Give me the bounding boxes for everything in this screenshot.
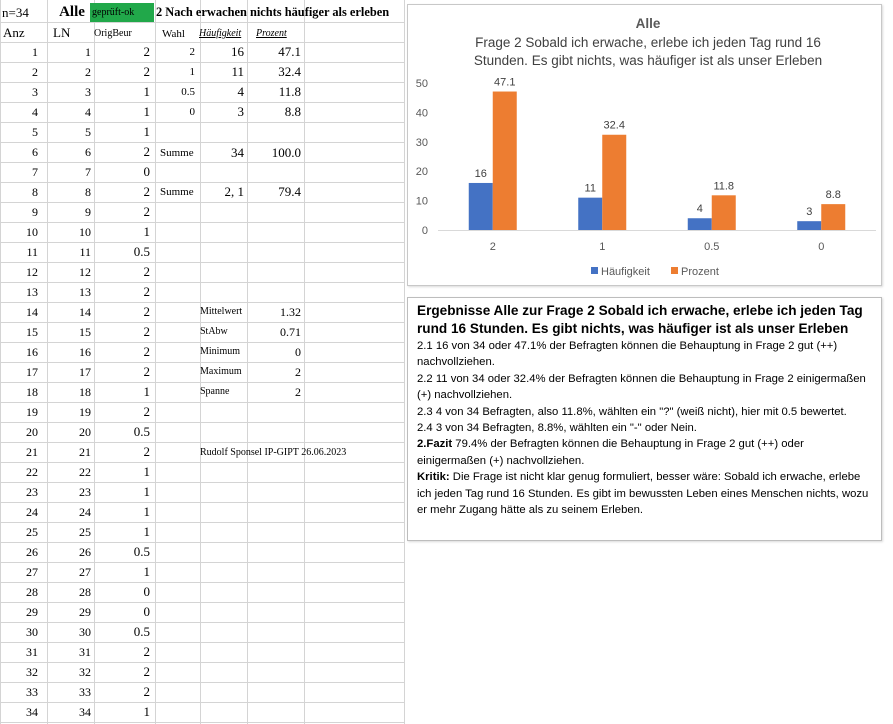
cell-anz[interactable]: 16 <box>26 345 38 359</box>
cell-anz[interactable]: 34 <box>26 705 38 719</box>
bar-prozent <box>821 204 845 230</box>
data-label-haeufigkeit: 4 <box>696 203 703 216</box>
cell-origbeur[interactable]: 2 <box>143 404 150 419</box>
cell-ln[interactable]: 3 <box>85 85 91 99</box>
cell-anz[interactable]: 32 <box>26 665 38 679</box>
cell-ln[interactable]: 2 <box>85 65 91 79</box>
legend-label-haeufigkeit: Häufigkeit <box>601 266 650 278</box>
cell-anz[interactable]: 30 <box>26 625 38 639</box>
cell-anz[interactable]: 6 <box>32 145 38 159</box>
cell-ln[interactable]: 29 <box>79 605 91 619</box>
cell-ln[interactable]: 15 <box>79 325 91 339</box>
y-tick-label: 50 <box>415 78 428 90</box>
bar-haeufigkeit <box>469 183 493 230</box>
data-label-prozent: 32.4 <box>603 119 625 132</box>
summe2-haeufigkeit[interactable]: 2, 1 <box>224 184 244 199</box>
cell-prozent[interactable]: 8.8 <box>284 104 301 119</box>
fazit-label: 2.Fazit <box>417 438 453 451</box>
cell-origbeur[interactable]: 2 <box>143 664 150 679</box>
cell-wahl[interactable]: 0 <box>189 106 195 118</box>
cell-haeufigkeit[interactable]: 16 <box>231 44 244 59</box>
cell-ln[interactable]: 4 <box>85 105 91 119</box>
cell-anz[interactable]: 20 <box>26 425 38 439</box>
cell-wahl[interactable]: 0.5 <box>181 86 195 98</box>
cell-origbeur[interactable]: 1 <box>143 384 150 399</box>
cell-ln[interactable]: 33 <box>79 685 91 699</box>
x-tick-label: 0.5 <box>704 241 720 253</box>
stat-label[interactable]: Spanne <box>200 386 230 397</box>
summe2-prozent[interactable]: 79.4 <box>278 184 301 199</box>
cell-anz[interactable]: 31 <box>26 645 38 659</box>
chart-subtitle-line2: Stunden. Es gibt nichts, was häufiger ist als unser Erleben <box>473 53 823 68</box>
n-count-cell[interactable]: n=34 <box>2 5 29 20</box>
data-label-prozent: 8.8 <box>825 189 841 202</box>
cell-ln[interactable]: 10 <box>79 225 91 239</box>
results-textbox[interactable] <box>407 297 882 541</box>
cell-anz[interactable]: 17 <box>26 365 38 379</box>
summe-prozent[interactable]: 100.0 <box>271 145 301 160</box>
cell-ln[interactable]: 20 <box>79 425 91 439</box>
cell-ln[interactable]: 21 <box>79 445 91 459</box>
result-2-3: 2.3 4 von 34 Befragten, also 11.8%, wählten ein "?" (weiß nicht), hier mit 0.5 bewertet. <box>417 405 847 418</box>
question-title-cell[interactable]: 2 Nach erwachen nichts häufiger als erleben <box>156 5 390 19</box>
stat-value[interactable]: 0.71 <box>280 325 301 339</box>
cell-ln[interactable]: 1 <box>85 45 91 59</box>
cell-haeufigkeit[interactable]: 11 <box>231 64 244 79</box>
results-heading: Ergebnisse Alle zur Frage 2 Sobald ich erwache, erlebe ich jeden Tag rund 16 Stunden. Es gibt nichts, was häufiger ist als unser Erleben <box>417 303 863 336</box>
stat-label[interactable]: Maximum <box>200 366 242 377</box>
cell-origbeur[interactable]: 1 <box>143 524 150 539</box>
cell-origbeur[interactable]: 1 <box>143 504 150 519</box>
stat-label[interactable]: Mittelwert <box>200 306 243 317</box>
kritik-text: Die Frage ist nicht klar genug formuliert, besser wäre: Sobald ich erwache, erlebe ich jeden Tag rund 16 Stunden. Es gibt im bewussten Leben eines Menschen nichts, wozu er mehr Zugang hätte als zu seinem Erleben. <box>417 471 869 517</box>
cell-anz[interactable]: 21 <box>26 445 38 459</box>
cell-origbeur[interactable]: 2 <box>143 344 150 359</box>
cell-ln[interactable]: 23 <box>79 485 91 499</box>
cell-origbeur[interactable]: 1 <box>143 84 150 99</box>
cell-anz[interactable]: 27 <box>26 565 38 579</box>
cell-anz[interactable]: 23 <box>26 485 38 499</box>
cell-anz[interactable]: 3 <box>32 85 38 99</box>
chart-panel[interactable] <box>407 4 882 286</box>
cell-origbeur[interactable]: 0.5 <box>133 544 150 559</box>
col-header-wahl[interactable]: Wahl <box>162 28 185 40</box>
cell-anz[interactable]: 10 <box>26 225 38 239</box>
cell-haeufigkeit[interactable]: 3 <box>237 104 244 119</box>
cell-ln[interactable]: 8 <box>85 185 91 199</box>
cell-origbeur[interactable]: 0 <box>143 584 150 599</box>
bar-prozent <box>493 92 517 230</box>
cell-prozent[interactable]: 47.1 <box>278 44 301 59</box>
cell-wahl[interactable]: 2 <box>189 46 195 58</box>
col-header-haeufigkeit[interactable]: Häufigkeit <box>199 28 242 39</box>
cell-ln[interactable]: 17 <box>79 365 91 379</box>
bar-haeufigkeit <box>578 198 602 230</box>
cell-origbeur[interactable]: 2 <box>143 304 150 319</box>
cell-ln[interactable]: 5 <box>85 125 91 139</box>
cell-origbeur[interactable]: 2 <box>143 264 150 279</box>
cell-origbeur[interactable]: 2 <box>143 684 150 699</box>
cell-wahl[interactable]: 1 <box>189 66 195 78</box>
cell-ln[interactable]: 9 <box>85 205 91 219</box>
cell-origbeur[interactable]: 2 <box>143 444 150 459</box>
bar-haeufigkeit <box>688 218 712 230</box>
cell-anz[interactable]: 7 <box>32 165 38 179</box>
cell-anz[interactable]: 18 <box>26 385 38 399</box>
status-cell[interactable]: geprüft-ok <box>90 3 154 22</box>
data-label-prozent: 11.8 <box>713 180 735 193</box>
group-cell[interactable]: Alle <box>59 4 85 20</box>
cell-ln[interactable]: 19 <box>79 405 91 419</box>
summe2-label[interactable]: Summe <box>160 186 194 198</box>
cell-origbeur[interactable]: 2 <box>143 644 150 659</box>
bar-prozent <box>712 195 736 230</box>
cell-ln[interactable]: 25 <box>79 525 91 539</box>
col-header-anz[interactable]: Anz <box>3 25 25 40</box>
cell-origbeur[interactable]: 2 <box>143 324 150 339</box>
y-tick-label: 0 <box>421 225 428 237</box>
cell-ln[interactable]: 11 <box>79 245 91 259</box>
cell-origbeur[interactable]: 2 <box>143 64 150 79</box>
cell-origbeur[interactable]: 2 <box>143 144 150 159</box>
cell-anz[interactable]: 15 <box>26 325 38 339</box>
cell-anz[interactable]: 22 <box>26 465 38 479</box>
result-2-2: 2.2 11 von 34 oder 32.4% der Befragten können die Behauptung in Frage 2 einigermaßen (+) nachvollziehen. <box>417 372 866 402</box>
cell-ln[interactable]: 13 <box>79 285 91 299</box>
col-header-origbeur[interactable]: OrigBeur <box>94 28 132 39</box>
cell-ln[interactable]: 28 <box>79 585 91 599</box>
legend-swatch-haeufigkeit <box>591 267 598 274</box>
y-tick-label: 30 <box>415 136 428 149</box>
cell-ln[interactable]: 7 <box>85 165 91 179</box>
cell-ln[interactable]: 14 <box>79 305 91 319</box>
cell-origbeur[interactable]: 0 <box>143 604 150 619</box>
cell-anz[interactable]: 12 <box>26 265 38 279</box>
stat-value[interactable]: 0 <box>295 345 301 359</box>
cell-anz[interactable]: 14 <box>26 305 38 319</box>
cell-ln[interactable]: 18 <box>79 385 91 399</box>
data-label-haeufigkeit: 11 <box>584 182 596 195</box>
cell-origbeur[interactable]: 2 <box>143 284 150 299</box>
cell-ln[interactable]: 34 <box>79 705 91 719</box>
cell-anz[interactable]: 25 <box>26 525 38 539</box>
cell-origbeur[interactable]: 1 <box>143 484 150 499</box>
x-tick-label: 0 <box>818 241 825 253</box>
cell-anz[interactable]: 5 <box>32 125 38 139</box>
result-kritik <box>417 469 873 518</box>
stat-value[interactable]: 1.32 <box>280 305 301 319</box>
cell-anz[interactable]: 29 <box>26 605 38 619</box>
cell-anz[interactable]: 8 <box>32 185 38 199</box>
cell-origbeur[interactable]: 1 <box>143 564 150 579</box>
y-tick-label: 10 <box>415 195 428 208</box>
cell-ln[interactable]: 30 <box>79 625 91 639</box>
y-tick-label: 40 <box>415 107 428 120</box>
col-header-prozent[interactable]: Prozent <box>256 28 287 39</box>
stat-label[interactable]: StAbw <box>200 326 228 337</box>
cell-origbeur[interactable]: 2 <box>143 184 150 199</box>
cell-anz[interactable]: 19 <box>26 405 38 419</box>
cell-ln[interactable]: 31 <box>79 645 91 659</box>
data-label-prozent: 47.1 <box>494 76 516 89</box>
result-2-4: 2.4 3 von 34 Befragten, 8.8%, wählten ein "-" oder Nein. <box>417 422 697 435</box>
cell-anz[interactable]: 9 <box>32 205 38 219</box>
cell-ln[interactable]: 6 <box>85 145 91 159</box>
cell-anz[interactable]: 2 <box>32 65 38 79</box>
cell-origbeur[interactable]: 2 <box>143 364 150 379</box>
summe-haeufigkeit[interactable]: 34 <box>231 145 244 160</box>
cell-anz[interactable]: 26 <box>26 545 38 559</box>
cell-ln[interactable]: 22 <box>79 465 91 479</box>
fazit-text: 79.4% der Befragten können die Behauptung in Frage 2 gut (++) oder einigermaßen (+) nachvollziehen. <box>417 438 804 467</box>
cell-ln[interactable]: 27 <box>79 565 91 579</box>
cell-anz[interactable]: 24 <box>26 505 38 519</box>
cell-origbeur[interactable]: 0.5 <box>133 624 150 639</box>
cell-ln[interactable]: 24 <box>79 505 91 519</box>
x-tick-label: 2 <box>489 241 496 253</box>
bar-haeufigkeit <box>797 221 821 230</box>
cell-ln[interactable]: 12 <box>79 265 91 279</box>
cell-haeufigkeit[interactable]: 4 <box>237 84 244 99</box>
cell-origbeur[interactable]: 1 <box>143 124 150 139</box>
kritik-label: Kritik: <box>417 471 450 484</box>
cell-anz[interactable]: 4 <box>32 105 38 119</box>
legend-label-prozent: Prozent <box>681 266 719 278</box>
cell-origbeur[interactable]: 0.5 <box>133 244 150 259</box>
result-2-1: 2.1 16 von 34 oder 47.1% der Befragten können die Behauptung in Frage 2 gut (++) nachvollziehen. <box>417 340 838 369</box>
cell-origbeur[interactable]: 1 <box>143 104 150 119</box>
cell-prozent[interactable]: 32.4 <box>278 64 301 79</box>
legend-swatch-prozent <box>671 267 678 274</box>
cell-prozent[interactable]: 11.8 <box>278 84 301 99</box>
bar-prozent <box>602 135 626 230</box>
cell-ln[interactable]: 26 <box>79 545 91 559</box>
stat-value[interactable]: 2 <box>295 385 301 399</box>
data-label-haeufigkeit: 3 <box>806 206 813 219</box>
cell-origbeur[interactable]: 2 <box>143 44 150 59</box>
result-fazit <box>417 436 873 469</box>
stat-value[interactable]: 2 <box>295 365 301 379</box>
chart-title: Alle <box>635 16 661 31</box>
cell-origbeur[interactable]: 1 <box>143 704 150 719</box>
y-tick-label: 20 <box>415 166 428 179</box>
cell-anz[interactable]: 28 <box>26 585 38 599</box>
cell-anz[interactable]: 13 <box>26 285 38 299</box>
cell-ln[interactable]: 32 <box>79 665 91 679</box>
col-header-ln[interactable]: LN <box>53 25 71 40</box>
cell-origbeur[interactable]: 0 <box>143 164 150 179</box>
summe-label[interactable]: Summe <box>160 147 194 159</box>
bar-chart <box>408 5 881 285</box>
chart-subtitle-line1: Frage 2 Sobald ich erwache, erlebe ich jeden Tag rund 16 <box>475 35 821 50</box>
author-cell[interactable]: Rudolf Sponsel IP-GIPT 26.06.2023 <box>200 447 347 458</box>
cell-origbeur[interactable]: 1 <box>143 464 150 479</box>
x-tick-label: 1 <box>599 241 606 253</box>
cell-anz[interactable]: 1 <box>32 45 38 59</box>
cell-anz[interactable]: 11 <box>26 245 38 259</box>
cell-ln[interactable]: 16 <box>79 345 91 359</box>
cell-anz[interactable]: 33 <box>26 685 38 699</box>
data-label-haeufigkeit: 16 <box>474 167 487 180</box>
cell-origbeur[interactable]: 2 <box>143 204 150 219</box>
cell-origbeur[interactable]: 0.5 <box>133 424 150 439</box>
stat-label[interactable]: Minimum <box>200 346 241 357</box>
cell-origbeur[interactable]: 1 <box>143 224 150 239</box>
